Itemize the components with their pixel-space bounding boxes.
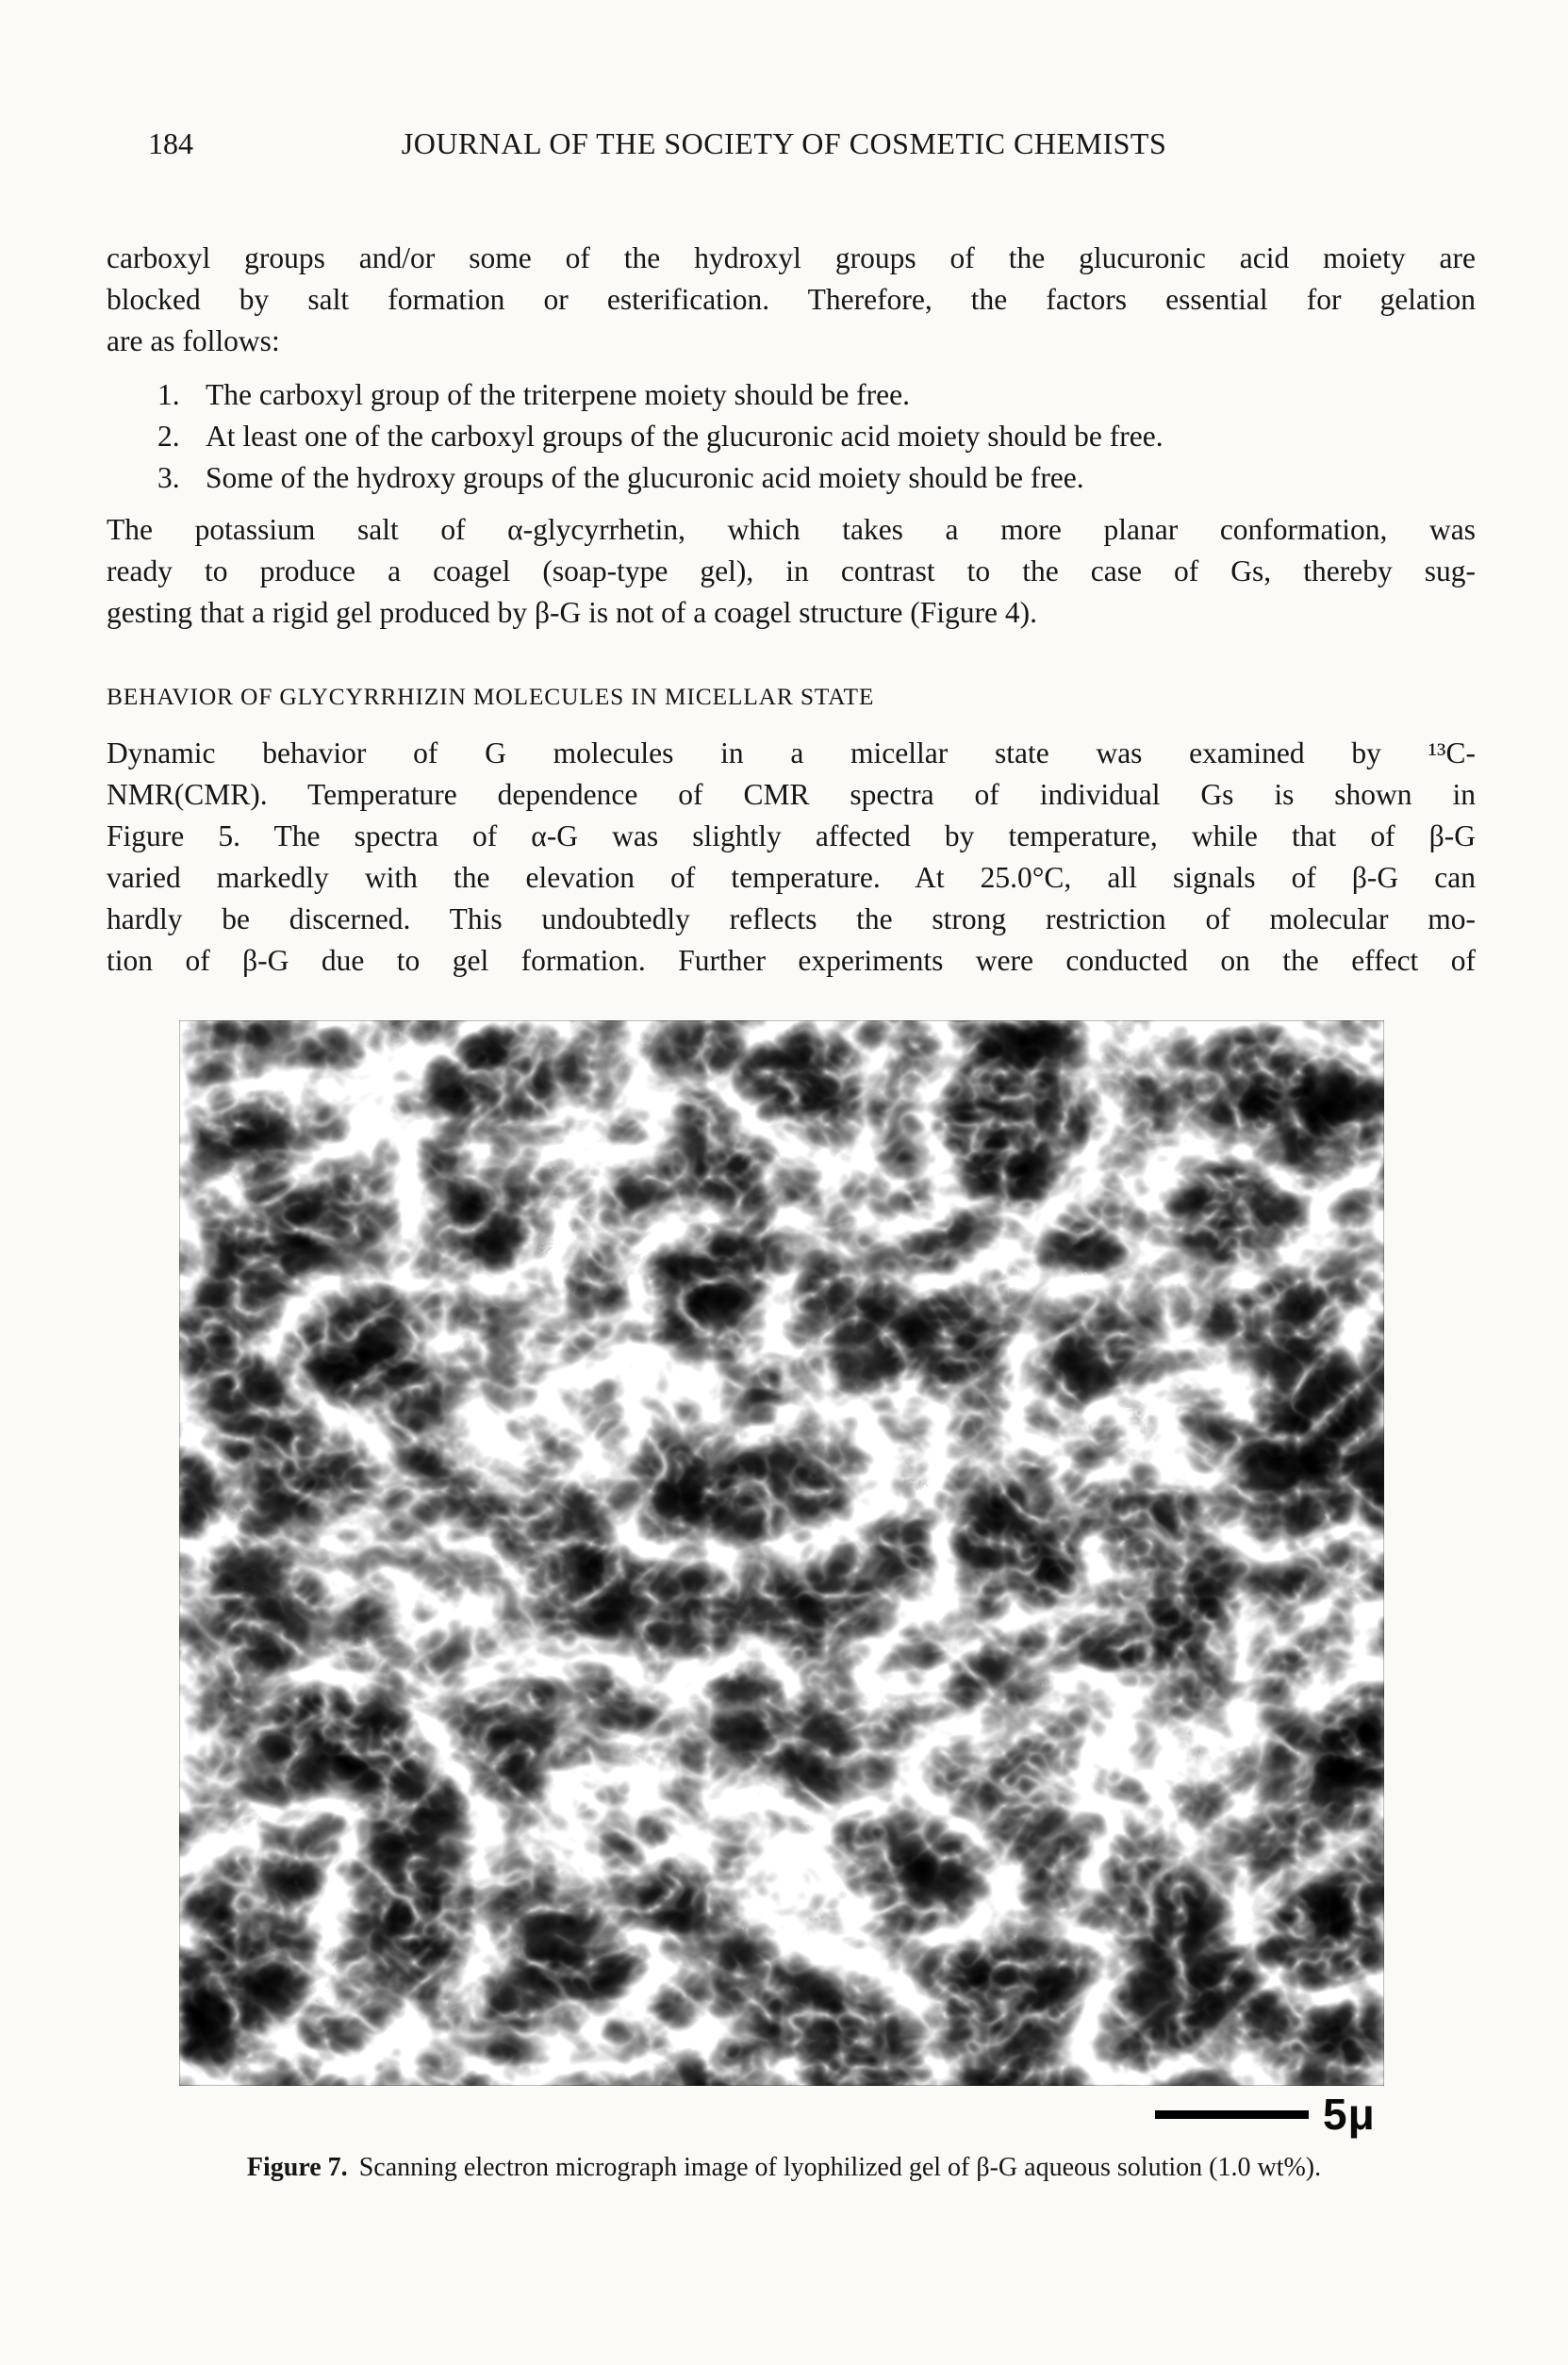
page-number: 184 [148, 126, 193, 160]
text-line: carboxyl groups and/or some of the hydroxyl groups of the glucuronic acid moiety are [107, 241, 1476, 274]
list-item-number: 2. [157, 420, 180, 453]
figure-caption-label: Figure 7. [246, 2153, 348, 2182]
list-item-number: 1. [157, 378, 180, 411]
figure-caption-text: Scanning electron micrograph image of lyophilized gel of β-G aqueous solution (1.0 wt%). [358, 2153, 1322, 2182]
text-line: are as follows: [107, 324, 280, 357]
sem-micrograph-image [179, 1020, 1384, 2086]
figure-7 [0, 1020, 1568, 2227]
list-item [107, 416, 1476, 457]
text-line: blocked by salt formation or esterification. Therefore, the factors essential for gelation [107, 283, 1476, 316]
figure-caption [0, 2150, 1568, 2186]
paragraph-3 [107, 733, 1476, 982]
list-item-number: 3. [157, 461, 180, 494]
journal-title: JOURNAL OF THE SOCIETY OF COSMETIC CHEMISTS [401, 126, 1167, 160]
text-line: Dynamic behavior of G molecules in a micellar state was examined by ¹³C- [107, 736, 1476, 769]
text-line: varied markedly with the elevation of temperature. At 25.0°C, all signals of β-G can [107, 861, 1476, 894]
text-line: tion of β-G due to gel formation. Further experiments were conducted on the effect of [107, 944, 1476, 977]
numbered-list [107, 374, 1476, 499]
text-line: ready to produce a coagel (soap-type gel), in contrast to the case of Gs, thereby sug- [107, 554, 1476, 587]
scale-bar-label: 5μ [1323, 2090, 1376, 2139]
list-item [107, 457, 1476, 499]
section-heading: BEHAVIOR OF GLYCYRRHIZIN MOLECULES IN MICELLAR STATE [107, 683, 875, 710]
list-item-text: At least one of the carboxyl groups of the glucuronic acid moiety should be free. [206, 420, 1164, 453]
scale-bar-line [1155, 2110, 1309, 2119]
text-line: Figure 5. The spectra of α-G was slightly affected by temperature, while that of β-G [107, 819, 1476, 852]
page-header [0, 126, 1568, 164]
sem-gel-network-texture [179, 1020, 1384, 2086]
text-line: The potassium salt of α-glycyrrhetin, which takes a more planar conformation, was [107, 513, 1476, 546]
text-line: gesting that a rigid gel produced by β-G is not of a coagel structure (Figure 4). [107, 596, 1038, 629]
list-item [107, 374, 1476, 416]
list-item-text: The carboxyl group of the triterpene moiety should be free. [206, 378, 910, 411]
scale-bar [1155, 2092, 1376, 2137]
list-item-text: Some of the hydroxy groups of the glucuronic acid moiety should be free. [206, 461, 1084, 494]
paragraph-1 [107, 238, 1476, 362]
paragraph-2 [107, 509, 1476, 634]
text-line: NMR(CMR). Temperature dependence of CMR spectra of individual Gs is shown in [107, 778, 1476, 811]
text-line: hardly be discerned. This undoubtedly reflects the strong restriction of molecular mo- [107, 902, 1476, 935]
body-text-column [107, 238, 1476, 982]
